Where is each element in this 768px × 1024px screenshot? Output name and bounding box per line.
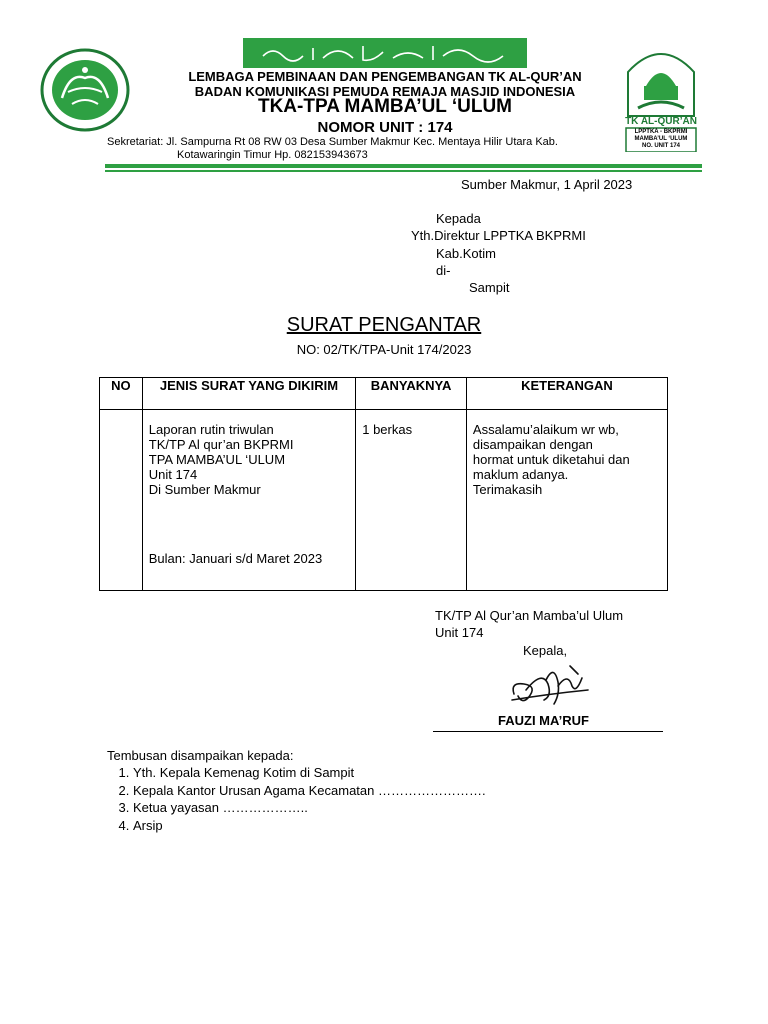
right-logo-sub2: MAMBA’UL ‘ULUM (634, 136, 688, 142)
signatory-name: FAUZI MA’RUF (498, 713, 589, 728)
table-row (100, 410, 668, 591)
keterangan-line: Assalamu’alaikum wr wb, (472, 422, 619, 437)
recipient-yth: Yth.Direktur LPPTKA BKPRMI (411, 228, 586, 243)
cell-spacer (149, 497, 349, 551)
letterhead-org-name: TKA-TPA MAMBA’UL ‘ULUM (257, 96, 512, 117)
keterangan-line: Terimakasih (472, 482, 543, 497)
jenis-line: TK/TP Al qur’an BKPRMI (148, 437, 294, 452)
closing-org: TK/TP Al Qur’an Mamba’ul Ulum (435, 608, 624, 623)
table-header-row (100, 378, 668, 410)
jenis-line: TPA MAMBA’UL ‘ULUM (148, 452, 286, 467)
cell-banyaknya: 1 berkas (356, 410, 467, 591)
jenis-line: Laporan rutin triwulan (148, 422, 274, 437)
letter-number: NO: 02/TK/TPA-Unit 174/2023 (296, 342, 472, 357)
bkprmi-emblem-logo (40, 48, 130, 132)
cell-jenis-surat (142, 410, 355, 591)
cell-keterangan (466, 410, 667, 591)
jenis-line: Unit 174 (148, 467, 198, 482)
closing-position: Kepala, (523, 643, 568, 658)
address-line1: Sekretariat: Jl. Sampurna Rt 08 RW 03 Desa Sumber Makmur Kec. Mentaya Hilir Utara Kab. (107, 136, 558, 148)
letterhead-rule-thin (105, 170, 702, 172)
recipient-kepada: Kepada (436, 211, 481, 226)
list-item: 1. Yth. Kepala Kemenag Kotim di Sampit (133, 764, 486, 782)
list-item: 4. Arsip (133, 817, 486, 835)
date-place: Sumber Makmur, 1 April 2023 (461, 177, 633, 192)
list-item: 2. Kepala Kantor Urusan Agama Kecamatan ……………………. (133, 782, 486, 800)
tembusan-heading: Tembusan disampaikan kepada: (107, 748, 294, 763)
recipient-city: Sampit (469, 280, 510, 295)
recipient-kab: Kab.Kotim (436, 246, 496, 261)
arabic-calligraphy-graphic (243, 38, 527, 68)
jenis-line: Di Sumber Makmur (148, 482, 261, 497)
closing-unit: Unit 174 (435, 625, 484, 640)
header-jenis-surat: JENIS SURAT YANG DIKIRIM (142, 378, 355, 410)
keterangan-line: maklum adanya. (472, 467, 569, 482)
signature-line (433, 731, 663, 732)
signature-mark (508, 660, 592, 708)
keterangan-line: disampaikan dengan (472, 437, 593, 452)
address-line2: Kotawaringin Timur Hp. 082153943673 (177, 149, 368, 161)
tembusan-list (113, 764, 486, 834)
letterhead-line2: BADAN KOMUNIKASI PEMUDA REMAJA MASJID INDONESIA (194, 84, 576, 99)
cell-no (100, 410, 143, 591)
letterhead-line1: LEMBAGA PEMBINAAN DAN PENGEMBANGAN TK AL-QUR’AN (188, 69, 582, 84)
letter-title: SURAT PENGANTAR (286, 314, 482, 336)
keterangan-line: hormat untuk diketahui dan (472, 452, 630, 467)
header-no: NO (100, 378, 143, 410)
right-logo-sub3: NO. UNIT 174 (641, 143, 680, 149)
header-banyaknya: BANYAKNYA (356, 378, 467, 410)
jenis-bulan: Bulan: Januari s/d Maret 2023 (148, 551, 323, 566)
letterhead-unit-number: NOMOR UNIT : 174 (317, 119, 453, 136)
right-logo-sub1: LPPTKA - BKPRMI (634, 129, 688, 135)
header-keterangan: KETERANGAN (466, 378, 667, 410)
recipient-di: di- (436, 263, 451, 278)
letterhead-rule-thick (105, 164, 702, 168)
right-logo-title: TK AL-QUR’AN (625, 116, 697, 127)
letterhead-address (107, 136, 627, 162)
arabic-calligraphy-banner (243, 38, 527, 68)
documents-table (99, 377, 668, 591)
right-logo-subtitle (624, 129, 698, 150)
list-item: 3. Ketua yayasan ……………….. (133, 799, 486, 817)
